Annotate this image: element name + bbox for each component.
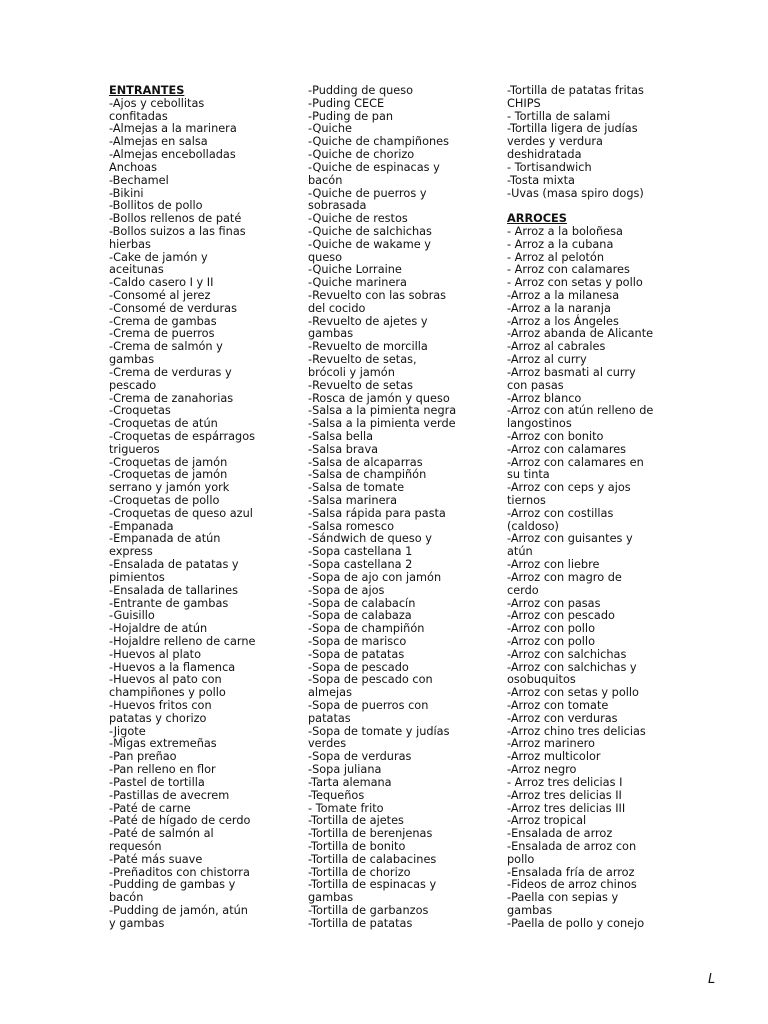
recipe-line: -Quiche de puerros y <box>308 186 427 200</box>
recipe-line: -Empanada de atún <box>109 532 221 546</box>
recipe-line: -Guisillo <box>109 609 155 623</box>
recipe-line: -Arroz con setas y pollo <box>507 686 639 700</box>
recipe-line: -Sopa de champiñón <box>308 622 425 636</box>
recipe-line: sobrasada <box>308 199 367 213</box>
recipe-line: -Arroz con calamares en <box>507 455 644 469</box>
recipe-line: -Tortilla de berenjenas <box>308 827 433 841</box>
recipe-line: -Cake de jamón y <box>109 250 208 264</box>
recipe-line: aceitunas <box>109 263 164 277</box>
recipe-line: -Huevos al plato <box>109 647 201 661</box>
recipe-column-3 <box>507 85 665 931</box>
recipe-line: -Arroz con bonito <box>507 429 604 443</box>
recipe-line: atún <box>507 545 533 559</box>
recipe-line: -Quiche de champiñones <box>308 135 449 149</box>
recipe-line: -Sopa de pescado <box>308 660 409 674</box>
recipe-line: -Uvas (masa spiro dogs) <box>507 186 644 200</box>
recipe-line: -Consomé de verduras <box>109 301 237 315</box>
recipe-line: -Quiche de chorizo <box>308 148 415 162</box>
recipe-line: verdes <box>308 737 347 751</box>
recipe-line: -Revuelto con las sobras <box>308 289 447 302</box>
recipe-line: tiernos <box>507 494 546 507</box>
recipe-line: -Tortilla de espinacas y <box>308 878 437 892</box>
section-heading: ARROCES <box>507 212 567 226</box>
recipe-line: - Tortilla de salami <box>507 109 611 123</box>
recipe-line: queso <box>308 250 343 264</box>
recipe-line: -Arroz con salchichas y <box>507 660 637 674</box>
recipe-line: -Bollos suizos a las finas <box>109 224 246 238</box>
recipe-line: -Almejas en salsa <box>109 135 208 149</box>
recipe-line: -Tarta alemana <box>308 775 392 789</box>
recipe-line: -Fideos de arroz chinos <box>507 878 637 892</box>
recipe-line: -Pan preñao <box>109 750 177 764</box>
recipe-line: brócoli y jamón <box>308 365 395 379</box>
recipe-line: -Bollitos de pollo <box>109 199 203 213</box>
recipe-line: -Ajos y cebollitas <box>109 96 205 110</box>
recipe-line: gambas <box>308 891 354 905</box>
recipe-line: -Croquetas de pollo <box>109 494 220 507</box>
recipe-line: -Puding de pan <box>308 109 394 123</box>
recipe-line: pescado <box>109 378 157 392</box>
recipe-line: -Sopa juliana <box>308 763 382 777</box>
recipe-line: -Ensalada de tallarines <box>109 583 238 597</box>
recipe-line: -Arroz con liebre <box>507 558 600 572</box>
recipe-line: -Bikini <box>109 186 144 200</box>
recipe-line: del cocido <box>308 301 366 315</box>
recipe-line: pimientos <box>109 570 165 584</box>
recipe-line: trigueros <box>109 442 160 456</box>
recipe-line: -Tortilla de patatas <box>308 916 413 930</box>
recipe-column-2 <box>308 85 476 931</box>
recipe-line: -Croquetas de queso azul <box>109 506 253 520</box>
recipe-line: -Arroz con pollo <box>507 634 595 648</box>
recipe-line: -Arroz con salchichas <box>507 647 627 661</box>
recipe-line: -Arroz con tomate <box>507 699 609 712</box>
recipe-line: su tinta <box>507 468 550 482</box>
recipe-line: -Paté de hígado de cerdo <box>109 814 251 828</box>
recipe-line: -Croquetas <box>109 404 171 418</box>
recipe-line: -Tortilla de patatas fritas <box>507 84 644 97</box>
recipe-line: -Ensalada de arroz <box>507 827 613 841</box>
recipe-line: -Revuelto de ajetes y <box>308 314 428 328</box>
recipe-line: almejas <box>308 686 352 700</box>
recipe-line: -Ensalada de patatas y <box>109 558 239 572</box>
recipe-line: -Arroz con pescado <box>507 609 615 623</box>
recipe-line: -Arroz abanda de Alicante <box>507 327 654 341</box>
recipe-line: champiñones y pollo <box>109 686 226 700</box>
recipe-line: -Almejas a la marinera <box>109 122 237 136</box>
recipe-line: -Entrante de gambas <box>109 596 229 610</box>
recipe-line: -Consomé al jerez <box>109 289 211 302</box>
recipe-line: -Salsa bella <box>308 429 374 443</box>
recipe-line: requesón <box>109 839 162 853</box>
recipe-line: -Empanada <box>109 519 174 533</box>
recipe-line: -Arroz tropical <box>507 814 587 828</box>
recipe-line: -Pudding de gambas y <box>109 878 236 892</box>
recipe-line: -Paté de carne <box>109 801 191 815</box>
recipe-line: -Arroz blanco <box>507 391 582 405</box>
recipe-line: express <box>109 545 153 559</box>
recipe-column-1 <box>109 85 281 931</box>
recipe-line: -Salsa rápida para pasta <box>308 506 446 520</box>
recipe-line: -Pan relleno en flor <box>109 763 216 777</box>
recipe-line: CHIPS <box>507 96 541 110</box>
recipe-line: -Quiche de espinacas y <box>308 160 440 174</box>
recipe-line: -Pudding de jamón, atún <box>109 904 248 917</box>
recipe-line: -Arroz con verduras <box>507 711 618 725</box>
recipe-line: serrano y jamón york <box>109 481 230 495</box>
recipe-line: -Salsa de alcaparras <box>308 455 423 469</box>
recipe-line: -Arroz multicolor <box>507 750 601 764</box>
recipe-line: -Arroz marinero <box>507 737 595 751</box>
recipe-line: -Sándwich de queso y <box>308 532 432 546</box>
recipe-line: -Arroz al cabrales <box>507 340 606 354</box>
recipe-line: -Sopa castellana 1 <box>308 545 413 559</box>
recipe-line: -Huevos a la flamenca <box>109 660 236 674</box>
recipe-line: -Tortilla de chorizo <box>308 865 411 879</box>
recipe-line: -Hojaldre de atún <box>109 622 208 636</box>
recipe-line: -Arroz con ceps y ajos <box>507 481 631 495</box>
recipe-line: -Salsa brava <box>308 442 379 456</box>
recipe-line: confitadas <box>109 109 168 123</box>
recipe-line: -Revuelto de setas, <box>308 353 417 367</box>
recipe-line: -Arroz con pollo <box>507 622 595 636</box>
recipe-line: -Arroz a la milanesa <box>507 289 620 302</box>
recipe-line: -Sopa de ajo con jamón <box>308 570 442 584</box>
recipe-line: pollo <box>507 852 535 866</box>
recipe-line: -Croquetas de atún <box>109 417 218 431</box>
recipe-line: cerdo <box>507 583 539 597</box>
recipe-line: -Croquetas de jamón <box>109 468 228 482</box>
recipe-line: -Sopa de calabacín <box>308 596 416 610</box>
recipe-line: -Sopa de puerros con <box>308 699 429 712</box>
recipe-line: -Arroz chino tres delicias <box>507 724 646 738</box>
recipe-line: -Arroz a los Ángeles <box>507 314 619 328</box>
recipe-line: gambas <box>109 353 155 367</box>
recipe-line: -Tequeños <box>308 788 365 802</box>
recipe-line: -Salsa de champiñón <box>308 468 427 482</box>
recipe-line: -Ensalada fría de arroz <box>507 865 635 879</box>
recipe-line: -Salsa a la pimienta verde <box>308 417 456 431</box>
recipe-line: -Ensalada de arroz con <box>507 839 637 853</box>
recipe-line: -Arroz con calamares <box>507 442 627 456</box>
recipe-line: -Hojaldre relleno de carne <box>109 634 256 648</box>
recipe-line: -Bollos rellenos de paté <box>109 212 242 226</box>
recipe-line: -Huevos fritos con <box>109 699 212 712</box>
recipe-line: -Preñaditos con chistorra <box>109 865 250 879</box>
recipe-line: -Paella con sepias y <box>507 891 619 905</box>
recipe-line: gambas <box>308 327 354 341</box>
recipe-line: -Pudding de queso <box>308 84 414 97</box>
recipe-line: -Tosta mixta <box>507 173 575 187</box>
recipe-line: -Arroz al curry <box>507 353 587 367</box>
recipe-line: -Sopa de ajos <box>308 583 385 597</box>
recipe-line: - Arroz tres delicias I <box>507 775 623 789</box>
recipe-line: y gambas <box>109 916 165 930</box>
recipe-line: - Tortisandwich <box>507 160 592 174</box>
recipe-line: -Arroz con pasas <box>507 596 601 610</box>
recipe-line: -Huevos al pato con <box>109 673 222 687</box>
recipe-line: -Crema de gambas <box>109 314 217 328</box>
recipe-line: deshidratada <box>507 148 582 162</box>
recipe-line: -Migas extremeñas <box>109 737 217 751</box>
recipe-line: -Sopa castellana 2 <box>308 558 413 572</box>
recipe-line: -Crema de puerros <box>109 327 215 341</box>
recipe-line: -Caldo casero I y II <box>109 276 214 290</box>
recipe-line: langostinos <box>507 417 572 431</box>
recipe-line: (caldoso) <box>507 519 559 533</box>
recipe-line: -Quiche de salchichas <box>308 224 432 238</box>
recipe-line: osobuquitos <box>507 673 576 687</box>
recipe-line: - Arroz con setas y pollo <box>507 276 643 290</box>
recipe-line: -Puding CECE <box>308 96 385 110</box>
recipe-line: patatas y chorizo <box>109 711 207 725</box>
recipe-line: -Tortilla de bonito <box>308 839 406 853</box>
recipe-line: - Arroz con calamares <box>507 263 630 277</box>
recipe-line: -Arroz con guisantes y <box>507 532 633 546</box>
recipe-line: hierbas <box>109 237 151 251</box>
recipe-line: -Tortilla de garbanzos <box>308 904 429 917</box>
recipe-line: verdes y verdura <box>507 135 603 149</box>
recipe-line: -Sopa de verduras <box>308 750 412 764</box>
recipe-line: -Tortilla de calabacines <box>308 852 437 866</box>
recipe-line: -Revuelto de morcilla <box>308 340 428 354</box>
recipe-line: -Sopa de calabaza <box>308 609 412 623</box>
page-mark: L <box>708 972 716 987</box>
recipe-line: -Pastillas de avecrem <box>109 788 230 802</box>
recipe-line: con pasas <box>507 378 564 392</box>
recipe-line: -Tortilla ligera de judías <box>507 122 638 136</box>
recipe-line: -Jigote <box>109 724 146 738</box>
recipe-line: -Quiche marinera <box>308 276 407 290</box>
recipe-line: -Croquetas de jamón <box>109 455 228 469</box>
recipe-line: -Bechamel <box>109 173 169 187</box>
recipe-line: patatas <box>308 711 351 725</box>
recipe-line: -Pastel de tortilla <box>109 775 205 789</box>
recipe-line: - Arroz a la boloñesa <box>507 224 623 238</box>
recipe-line: bacón <box>308 173 343 187</box>
recipe-line: -Rosca de jamón y queso <box>308 391 450 405</box>
recipe-line: -Salsa a la pimienta negra <box>308 404 457 418</box>
recipe-line: -Revuelto de setas <box>308 378 414 392</box>
recipe-line: -Salsa romesco <box>308 519 394 533</box>
recipe-line: -Quiche <box>308 122 353 136</box>
recipe-line: - Arroz al pelotón <box>507 250 604 264</box>
recipe-line: -Crema de salmón y <box>109 340 223 354</box>
recipe-line: - Tomate frito <box>308 801 384 815</box>
recipe-line: -Paella de pollo y conejo <box>507 916 645 930</box>
recipe-line: -Arroz basmati al curry <box>507 365 636 379</box>
recipe-line: -Arroz tres delicias III <box>507 801 626 815</box>
recipe-line: - Arroz a la cubana <box>507 237 614 251</box>
recipe-line: -Sopa de pescado con <box>308 673 433 687</box>
recipe-line: -Sopa de patatas <box>308 647 405 661</box>
recipe-line: -Paté más suave <box>109 852 203 866</box>
recipe-line: -Arroz con costillas <box>507 506 614 520</box>
recipe-line: -Arroz tres delicias II <box>507 788 622 802</box>
recipe-line: -Arroz negro <box>507 763 577 777</box>
recipe-line: -Tortilla de ajetes <box>308 814 404 828</box>
recipe-line: -Arroz a la naranja <box>507 301 611 315</box>
recipe-line: -Sopa de tomate y judías <box>308 724 450 738</box>
section-heading: ENTRANTES <box>109 84 185 97</box>
recipe-line: -Sopa de marisco <box>308 634 407 648</box>
recipe-line: -Almejas encebolladas <box>109 148 236 162</box>
recipe-line: -Croquetas de espárragos <box>109 429 256 443</box>
recipe-line: -Crema de verduras y <box>109 365 232 379</box>
recipe-line: -Arroz con magro de <box>507 570 622 584</box>
recipe-line: -Quiche de wakame y <box>308 237 431 251</box>
recipe-line: -Quiche de restos <box>308 212 408 226</box>
recipe-line: bacón <box>109 891 144 905</box>
recipe-line: Anchoas <box>109 160 157 174</box>
recipe-line: -Salsa marinera <box>308 494 398 507</box>
recipe-line: -Crema de zanahorias <box>109 391 234 405</box>
recipe-line: gambas <box>507 904 553 917</box>
recipe-line: -Arroz con atún relleno de <box>507 404 654 418</box>
recipe-line: -Paté de salmón al <box>109 827 214 841</box>
recipe-line: -Salsa de tomate <box>308 481 405 495</box>
recipe-line: -Quiche Lorraine <box>308 263 402 277</box>
